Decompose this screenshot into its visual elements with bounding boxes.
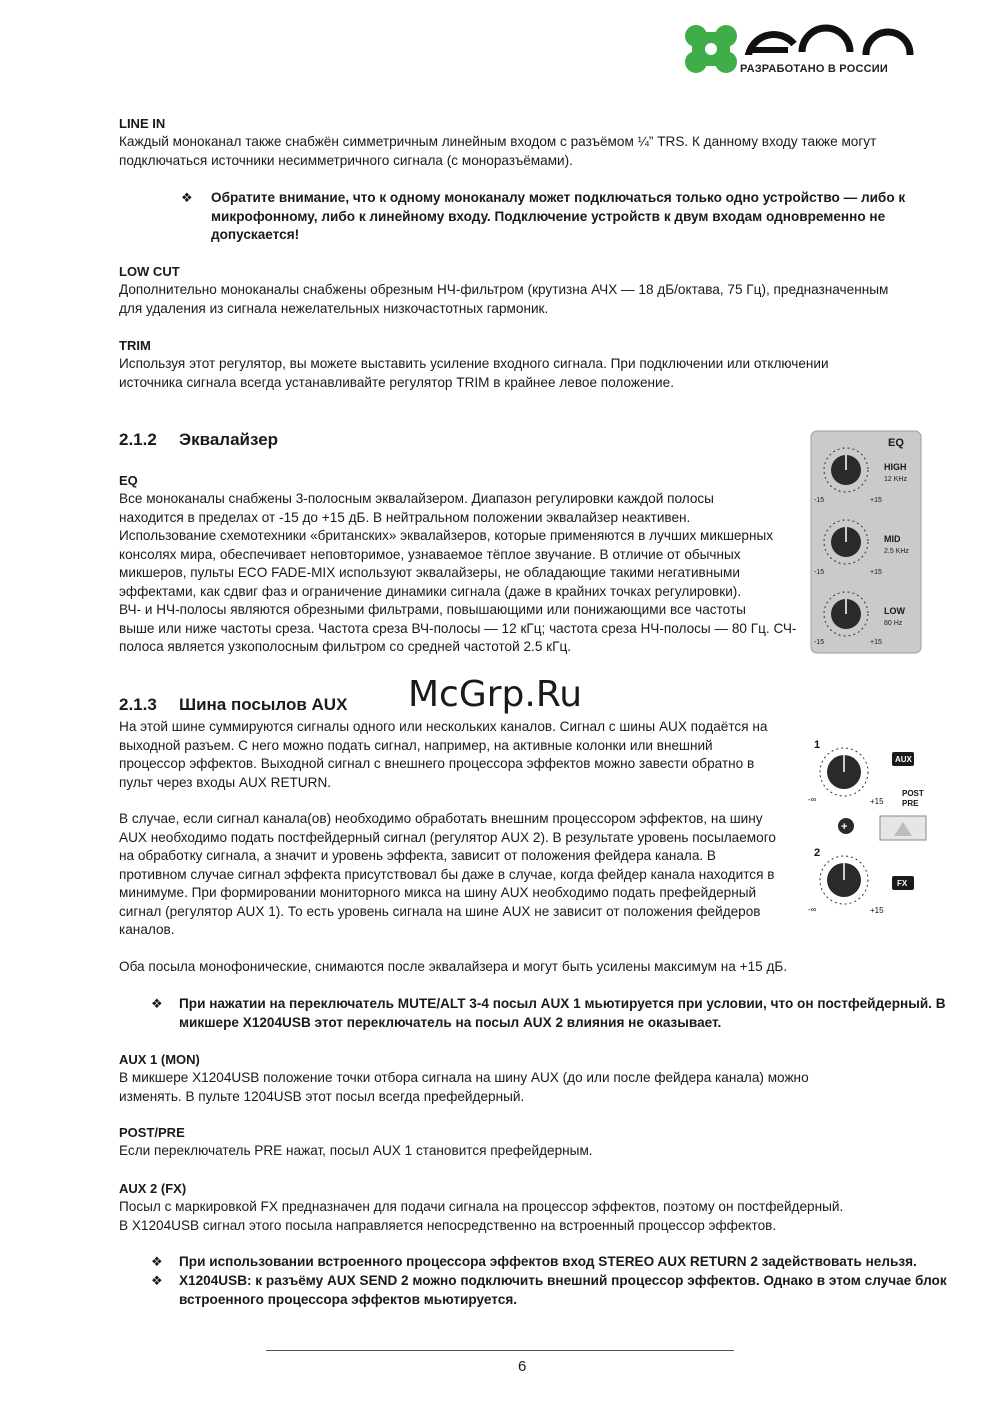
aux2-knob <box>808 847 884 915</box>
post-pre-text <box>119 1142 593 1161</box>
text-line: микшеров, пульты ECO FADE-MIX используют эквалайзеры, не обладающие такими негативными <box>119 565 740 580</box>
text-line: противном случае сигнал эффекта присутствовал бы даже в случае, когда фейдер канала находится в <box>119 866 775 882</box>
text-line: на обработку сигнала, а значит и уровень эффекта, зависит от положения фейдера канала. В <box>119 848 717 863</box>
text-line: процессор эффектов. Выходной сигнал с внешнего процессора эффектов можно завести обратно в <box>119 756 755 771</box>
eq-subheading: EQ <box>119 473 138 488</box>
aux1-knob <box>808 739 884 806</box>
text-line: Если переключатель PRE нажат, посыл AUX 1 становится префейдерным. <box>119 1143 593 1158</box>
note-line: микшере X1204USB этот переключатель на посыл AUX 2 влияния не оказывает. <box>179 1014 722 1030</box>
fx-badge-label: FX <box>897 879 908 888</box>
bullet-icon: ❖ <box>181 190 193 205</box>
note-line: При нажатии на переключатель MUTE/ALT 3-4 посыл AUX 1 мьютируется при условии, что он постфейдерный. В <box>179 996 946 1011</box>
min-label: -15 <box>814 639 825 646</box>
page-number: 6 <box>518 1358 527 1375</box>
aux-text-p1 <box>119 718 767 792</box>
band-name: HIGH <box>884 462 907 472</box>
line-in-note <box>211 189 905 245</box>
aux-badge-label: AUX <box>895 755 912 764</box>
section-title: Шина посылов AUX <box>179 695 348 714</box>
bullet-icon: ❖ <box>151 996 163 1011</box>
text-line: находится в пределах от -15 до +15 дБ. В нейтральном положении эквалайзер неактивен. <box>119 509 691 525</box>
text-line: В микшере X1204USB положение точки отбора сигнала на шину AUX (до или после фейдера канала) можно <box>119 1070 809 1085</box>
max-label: +15 <box>870 497 882 504</box>
low-cut-text <box>119 281 888 318</box>
min-label: -15 <box>814 497 825 504</box>
max-label: +15 <box>870 906 884 915</box>
text-line: минимуме. При формировании мониторного микса на шину AUX необходимо подать префейдерный <box>119 885 757 900</box>
knob-number: 1 <box>814 739 821 751</box>
max-label: +15 <box>870 797 884 806</box>
band-freq: 2.5 KHz <box>884 548 909 555</box>
note-line: допускается! <box>211 227 300 242</box>
text-line: подключаться источники несимметричного сигнала (с моноразъёмами). <box>119 152 573 168</box>
watermark: McGrp.Ru <box>408 674 583 715</box>
aux2-note-1: При использовании встроенного процессора эффектов вход STEREO AUX RETURN 2 задействовать нельзя. <box>179 1254 917 1269</box>
bullet-icon: ❖ <box>151 1273 163 1288</box>
text-line: Использование схемотехники «британских» эквалайзеров, которые применяются в лучших микшерных <box>119 528 774 543</box>
text-line: для удаления из сигнала нежелательных низкочастотных гармоник. <box>119 300 549 316</box>
aux-note <box>179 995 946 1032</box>
post-label: POST <box>902 789 924 798</box>
text-line: Каждый моноканал также снабжён симметричным линейным входом с разъёмом ¼” TRS. К данному входу также могут <box>119 134 877 149</box>
text-line: источника сигнала всегда устанавливайте регулятор TRIM в крайнее левое положение. <box>119 374 674 390</box>
text-line: Все моноканалы снабжены 3-полосным эквалайзером. Диапазон регулировки каждой полосы <box>119 491 714 506</box>
aux-text-p3: Оба посыла монофонические, снимаются после эквалайзера и могут быть усилены максимум на +15 дБ. <box>119 959 788 974</box>
aux-panel-image <box>806 730 932 916</box>
aux2-note-2 <box>179 1272 947 1309</box>
line-in-heading: LINE IN <box>119 116 166 131</box>
aux2-heading: AUX 2 (FX) <box>119 1181 187 1196</box>
section-title: Эквалайзер <box>179 430 279 449</box>
text-line: ВЧ- и НЧ-полосы являются обрезными фильтрами, повышающими или понижающими все частоты <box>119 602 746 617</box>
max-label: +15 <box>870 569 882 576</box>
text-line: сигнал (регулятор AUX 1). То есть уровень сигнала на шине AUX не зависит от положения фейдеров <box>119 903 761 919</box>
line-in-text <box>119 133 876 170</box>
aux1-heading: AUX 1 (MON) <box>119 1052 200 1067</box>
band-name: MID <box>884 534 901 544</box>
band-freq: 80 Hz <box>884 620 903 627</box>
text-line: изменять. В пульте 1204USB этот посыл всегда префейдерный. <box>119 1088 525 1104</box>
eq-text <box>119 490 796 657</box>
text-line: эффектами, как сдвиг фаз и ограничение динамики сигнала (даже в крайних точках регулировки). <box>119 583 742 599</box>
footer-divider <box>266 1350 734 1351</box>
section-number: 2.1.3 <box>119 695 157 714</box>
trim-text <box>119 355 829 392</box>
text-line: пульт через входы AUX RETURN. <box>119 774 332 790</box>
min-label: -15 <box>814 569 825 576</box>
logo-tagline: РАЗРАБОТАНО В РОССИИ <box>740 63 888 75</box>
eq-panel-label: EQ <box>888 437 904 449</box>
section-number: 2.1.2 <box>119 430 157 449</box>
knob-number: 2 <box>814 847 821 859</box>
pre-label: PRE <box>902 799 919 808</box>
band-name: LOW <box>884 606 905 616</box>
max-label: +15 <box>870 639 882 646</box>
bullet-icon: ❖ <box>151 1254 163 1269</box>
note-line: встроенного процессора эффектов мьютируется. <box>179 1291 518 1307</box>
aux2-text <box>119 1198 843 1235</box>
low-cut-heading: LOW CUT <box>119 264 180 279</box>
note-line: X1204USB: к разъёму AUX SEND 2 можно подключить внешний процессор эффектов. Однако в этом случае блок <box>179 1273 947 1288</box>
text-line: выше или ниже частоты среза. Частота среза ВЧ-полосы — 12 кГц; частота среза НЧ-полосы — 80 Гц. СЧ- <box>119 620 797 636</box>
post-pre-heading: POST/PRE <box>119 1125 185 1140</box>
note-line: Обратите внимание, что к одному моноканалу может подключаться только одно устройство — либо к <box>211 190 906 205</box>
text-line: Используя этот регулятор, вы можете выставить усиление входного сигнала. При подключении или отключении <box>119 356 829 371</box>
text-line: Дополнительно моноканалы снабжены обрезным НЧ-фильтром (крутизна АЧХ — 18 дБ/октава, 75 Гц), предназначенным <box>119 282 889 297</box>
text-line: каналов. <box>119 922 175 937</box>
section-eq-heading <box>119 431 278 450</box>
text-line: AUX необходимо подать постфейдерный сигнал (регулятор AUX 2). В результате уровень посылаемого <box>119 829 776 845</box>
eq-panel-image <box>810 430 922 654</box>
section-aux-heading <box>119 696 347 715</box>
text-line: полоса является узкополосным фильтром со средней частотой 2.5 кГц. <box>119 639 572 654</box>
text-line: В случае, если сигнал канала(ов) необходимо обработать внешним процессором эффектов, на шину <box>119 811 763 826</box>
aux1-text <box>119 1069 809 1106</box>
text-line: консолях мира, обеспечивает неповторимое, узнаваемое тёплое звучание. В отличие от обычных <box>119 546 741 562</box>
min-label: -∞ <box>808 905 817 914</box>
plus-sign: + <box>841 821 848 833</box>
min-label: -∞ <box>808 795 817 804</box>
note-line: микрофонному, либо к линейному входу. Подключение устройств к двум входам одновременно не <box>211 208 886 224</box>
text-line: В X1204USB сигнал этого посыла направляется непосредственно на встроенный процессор эффектов. <box>119 1217 777 1233</box>
band-freq: 12 KHz <box>884 476 907 483</box>
text-line: выходной разъем. С него можно подать сигнал, например, на активные колонки или внешний <box>119 737 713 753</box>
eco-logo-mark <box>685 25 737 73</box>
aux-text-p2 <box>119 810 776 940</box>
text-line: Посыл с маркировкой FX предназначен для подачи сигнала на процессор эффектов, поэтому он постфейдерный. <box>119 1199 844 1214</box>
text-line: На этой шине суммируются сигналы одного или нескольких каналов. Сигнал с шины AUX подаётся на <box>119 719 768 734</box>
trim-heading: TRIM <box>119 338 151 353</box>
